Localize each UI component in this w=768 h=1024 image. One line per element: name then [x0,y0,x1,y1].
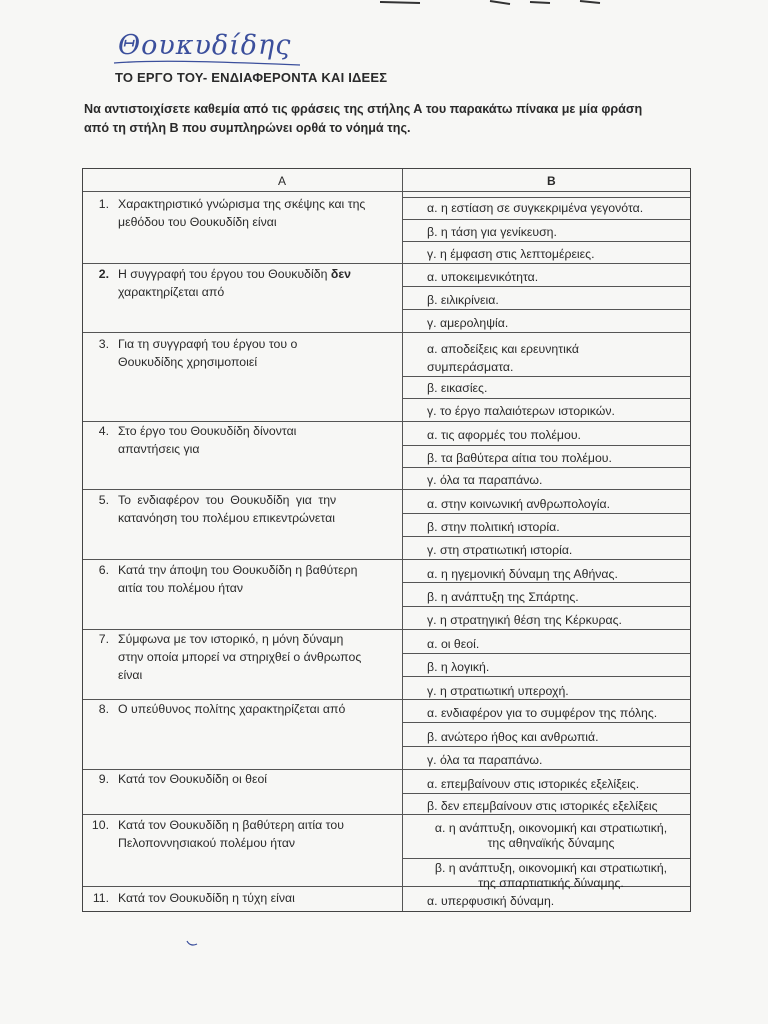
instructions-line-1: Να αντιστοιχίσετε καθεμία από τις φράσεις της στήλης Α του παρακάτω πίνακα με μία φράση [84,102,643,116]
answer-option: β. δεν επεμβαίνουν στις ιστορικές εξελίξεις [427,799,658,813]
question-number: 1. [98,197,109,211]
table-rule [402,398,690,399]
answer-option: γ. η στρατηγική θέση της Κέρκυρας. [427,613,622,627]
table-rule [402,445,690,446]
table-rule [83,559,690,560]
pen-mark [185,938,199,948]
answer-option: β. εικασίες. [427,381,488,395]
answer-option: γ. αμεροληψία. [427,316,509,330]
answer-option: α. υπερφυσική δύναμη. [427,894,555,908]
matching-table [82,168,691,912]
answer-option: β. η ανάπτυξη, οικονομική και στρατιωτική, [434,861,668,875]
question-number: 6. [98,563,109,577]
answer-option: συμπεράσματα. [427,360,514,374]
question-text: αιτία του πολέμου ήταν [118,581,244,595]
answer-option: γ. στη στρατιωτική ιστορία. [427,543,573,557]
emphasis-text: δεν [330,267,351,281]
question-text: Στο έργο του Θουκυδίδη δίνονται [118,424,297,438]
question-text: κατανόηση του πολέμου επικεντρώνεται [118,511,335,525]
table-rule [402,653,690,654]
question-number: 9. [98,772,109,786]
answer-option: β. η ανάπτυξη της Σπάρτης. [427,590,579,604]
question-text: Κατά τον Θουκυδίδη οι θεοί [118,772,268,786]
answer-option: β. η λογική. [427,660,490,674]
handwritten-title: Θουκυδίδης [118,30,292,61]
question-text: Η συγγραφή του έργου του Θουκυδίδη [118,267,331,281]
table-rule [83,263,690,264]
question-number: 7. [98,632,109,646]
question-text: στην οποία μπορεί να στηριχθεί ο άνθρωπος [118,650,362,664]
table-rule [83,814,690,815]
question-text: είναι [118,668,143,682]
answer-option: α. ενδιαφέρον για το συμφέρον της πόλης. [427,706,658,720]
table-rule [402,286,690,287]
answer-option: γ. η στρατιωτική υπεροχή. [427,684,569,698]
table-rule [402,676,690,677]
answer-option: α. η ηγεμονική δύναμη της Αθήνας. [427,567,618,581]
answer-option: β. στην πολιτική ιστορία. [427,520,560,534]
table-rule [402,309,690,310]
answer-option: β. τα βαθύτερα αίτια του πολέμου. [427,451,612,465]
question-text: Θουκυδίδης χρησιμοποιεί [118,355,258,369]
answer-option: γ. το έργο παλαιότερων ιστορικών. [427,404,615,418]
question-text: Το ενδιαφέρον του Θουκυδίδη για την [118,493,337,507]
instructions [84,100,724,138]
question-number: 2. [98,267,109,281]
question-number: 3. [98,337,109,351]
answer-option: της σπαρτιατικής δύναμης. [478,876,624,890]
answer-option: α. οι θεοί. [427,637,480,651]
table-rule [402,536,690,537]
scan-artifact-marks [380,0,610,8]
table-rule [402,793,690,794]
question-text: μεθόδου του Θουκυδίδη είναι [118,215,277,229]
table-rule [402,376,690,377]
question-text: Σύμφωνα με τον ιστορικό, η μόνη δύναμη [118,632,344,646]
question-number: 4. [98,424,109,438]
question-number: 8. [98,702,109,716]
table-rule [402,197,690,198]
answer-option: β. ειλικρίνεια. [427,293,499,307]
question-text: Ο υπεύθυνος πολίτης χαρακτηρίζεται από [118,702,346,716]
table-rule [402,858,690,859]
answer-option: β. η τάση για γενίκευση. [427,225,557,239]
answer-option: α. η ανάπτυξη, οικονομική και στρατιωτική, [434,821,668,835]
answer-option: α. στην κοινωνική ανθρωπολογία. [427,497,611,511]
question-text: Κατά τον Θουκυδίδη η τύχη είναι [118,891,295,905]
table-rule [402,606,690,607]
table-rule [83,191,690,192]
answer-option: γ. όλα τα παραπάνω. [427,473,543,487]
table-rule [402,582,690,583]
column-a-header: Α [278,174,287,188]
instructions-line-2: από τη στήλη Β που συμπληρώνει ορθά το νόημά της. [84,121,411,135]
table-rule [83,332,690,333]
question-number: 10. [91,818,109,832]
answer-option: γ. η έμφαση στις λεπτομέρειες. [427,247,595,261]
table-rule [402,467,690,468]
table-rule [402,513,690,514]
answer-option: α. υποκειμενικότητα. [427,270,539,284]
question-text: χαρακτηρίζεται από [118,285,225,299]
question-text: Κατά την άποψη του Θουκυδίδη η βαθύτερη [118,563,358,577]
question-text: Κατά τον Θουκυδίδη η βαθύτερη αιτία του [118,818,344,832]
table-rule [402,241,690,242]
column-divider [402,169,403,911]
question-text: Πελοποννησιακού πολέμου ήταν [118,836,296,850]
question-text: Για τη συγγραφή του έργου του ο [118,337,298,351]
table-rule [83,489,690,490]
answer-option: α. η εστίαση σε συγκεκριμένα γεγονότα. [427,201,644,215]
table-rule [402,746,690,747]
answer-option: της αθηναϊκής δύναμης [487,836,615,850]
answer-option: β. ανώτερο ήθος και ανθρωπιά. [427,730,599,744]
table-rule [402,219,690,220]
table-rule [402,722,690,723]
question-text: απαντήσεις για [118,442,200,456]
answer-option: α. επεμβαίνουν στις ιστορικές εξελίξεις. [427,777,640,791]
question-text: Χαρακτηριστικό γνώρισμα της σκέψης και της [118,197,366,211]
question-number: 11. [92,891,109,905]
answer-option: α. τις αφορμές του πολέμου. [427,428,581,442]
question-number: 5. [98,493,109,507]
column-b-header: Β [547,174,556,188]
answer-option: γ. όλα τα παραπάνω. [427,753,543,767]
answer-option: α. αποδείξεις και ερευνητικά [427,342,579,356]
worksheet-subtitle: ΤΟ ΕΡΓΟ ΤΟΥ- ΕΝΔΙΑΦΕΡΟΝΤΑ ΚΑΙ ΙΔΕΕΣ [115,70,388,85]
